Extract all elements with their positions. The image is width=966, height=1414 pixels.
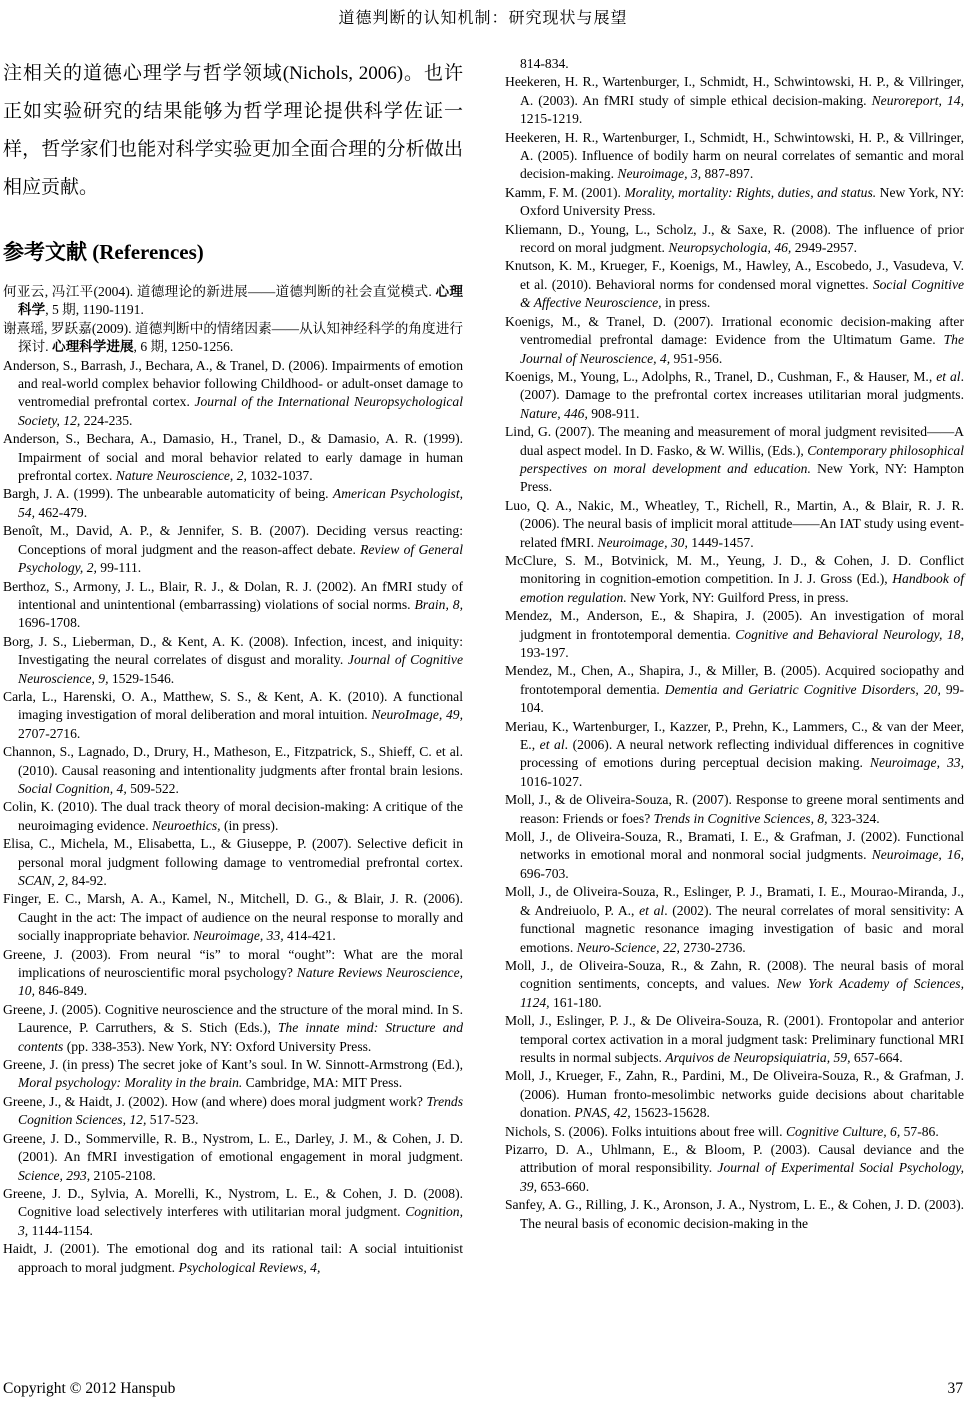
running-head-title: 道德判断的认知机制：研究现状与展望 <box>338 10 628 27</box>
reference-entry: Kliemann, D., Young, L., Scholz, J., & Saxe, R. (2008). The influence of prior record on moral judgment. Neuropsychologia, 46, 2949-2957. <box>505 221 964 256</box>
reference-entry: Heekeren, H. R., Wartenburger, I., Schmidt, H., Schwintowski, H. P., & Villringer, A. (2005). Influence of bodily harm on neural correlates of semantic and moral decision-making. Neuroimage, 3, 887-897. <box>505 129 964 182</box>
reference-entry: Moll, J., de Oliveira-Souza, R., Eslinger, P. J., Bramati, I. E., Mourao-Miranda, J., & Andreiuolo, P. A., et al. (2002). The neural correlates of moral sensitivity: A functional magnetic resonance imaging investigation of basic and moral emotions. Neuro-Science, 22, 2730-2736. <box>505 884 965 955</box>
reference-entry: Anderson, S., Barrash, J., Bechara, A., & Tranel, D. (2006). Impairments of emotion and real-world complex behavior following Childhood- or adult-onset damage to ventromedial prefrontal cortex. Journal of the International Neuropsychological Society, 12, 224-235. <box>3 357 463 428</box>
reference-entry: McClure, S. M., Botvinick, M. M., Yeung, J. D., & Cohen, J. D. Conflict monitoring in cognition-emotion competition. In J. J. Gross (Ed.), Handbook of emotion regulation. New York, NY: Guilford Press, in press. <box>505 552 964 605</box>
reference-entry: Greene, J. D., Sommerville, R. B., Nystrom, L. E., Darley, J. M., & Cohen, J. D. (2001). An fMRI investigation of emotional engagement in moral judgment. Science, 293, 2105-2108. <box>3 1130 463 1183</box>
reference-entry: Moll, J., de Oliveira-Souza, R., Bramati, I. E., & Grafman, J. (2002). Functional networks in emotional moral and nonmoral social judgments. Neuroimage, 16, 696-703. <box>505 829 964 881</box>
reference-entry: Lind, G. (2007). The meaning and measurement of moral judgment revisited——A dual aspect model. In D. Fasko, & W. Willis, (Eds.), Contemporary philosophical perspectives on moral development and education. New York, NY: Hampton Press. <box>505 424 965 495</box>
reference-entry: 何亚云, 冯江平(2004). 道德理论的新进展——道德判断的社会直觉模式. 心理科学, 5 期, 1190-1191. <box>3 284 463 318</box>
references-heading: 参考文献 (References) <box>3 240 204 264</box>
reference-entry: Kamm, F. M. (2001). Morality, mortality: Rights, duties, and status. New York, NY: Oxford University Press. <box>505 184 964 219</box>
reference-entry: Greene, J., & Haidt, J. (2002). How (and where) does moral judgment work? Trends Cognition Sciences, 12, 517-523. <box>3 1093 463 1128</box>
reference-entry: Bargh, J. A. (1999). The unbearable automaticity of being. American Psychologist, 54, 462-479. <box>3 486 463 520</box>
reference-entry: Sanfey, A. G., Rilling, J. K., Aronson, J. A., Nystrom, L. E., & Cohen, J. D. (2003). The neural basis of economic decision-making in the <box>505 1197 964 1231</box>
reference-entry: Carla, L., Harenski, O. A., Matthew, S. S., & Kent, A. K. (2010). A functional imaging investigation of moral deliberation and moral intuition. NeuroImage, 49, 2707-2716. <box>3 688 463 741</box>
reference-entry: Meriau, K., Wartenburger, I., Kazzer, P., Prehn, K., Lammers, C., & van der Meer, E., et al. (2006). A neural network reflecting individual differences in cognitive processing of emotions during perceptual decision making. Neuroimage, 33, 1016-1027. <box>505 718 964 789</box>
reference-entry: Moll, J., de Oliveira-Souza, R., & Zahn, R. (2008). The neural basis of moral cognition sentiments, concepts, and values. New York Academy of Sciences, 1124, 161-180. <box>505 957 964 1010</box>
right-column <box>505 55 964 1233</box>
footer-copyright: Copyright © 2012 Hanspub <box>3 1380 176 1397</box>
references-right-column <box>505 55 964 1233</box>
left-column <box>3 55 463 1277</box>
reference-entry: Finger, E. C., Marsh, A. A., Kamel, N., Mitchell, D. G., & Blair, J. R. (2006). Caught in the act: The impact of audience on the neural response to morally and socially inappropriate behavior. Neuroimage, 33, 414-421. <box>3 891 463 944</box>
reference-entry: Channon, S., Lagnado, D., Drury, H., Matheson, E., Fitzpatrick, S., Shieff, C. et al. (2010). Causal reasoning and intentionality judgments after frontal brain lesions. Social Cognition, 4, 509-522. <box>3 744 463 796</box>
reference-entry: Mendez, M., Anderson, E., & Shapira, J. (2005). An investigation of moral judgment in frontotemporal dementia. Cognitive and Behavioral Neurology, 18, 193-197. <box>505 608 964 660</box>
reference-entry: Haidt, J. (2001). The emotional dog and its rational tail: A social intuitionist approach to moral judgment. Psychological Reviews, 4, <box>3 1241 463 1275</box>
reference-entry: Greene, J. D., Sylvia, A. Morelli, K., Nystrom, L. E., & Cohen, J. D. (2008). Cognitive load selectively interferes with utilitarian moral judgment. Cognition, 3, 1144-1154. <box>3 1185 463 1238</box>
reference-entry: Greene, J. (2003). From neural “is” to moral “ought”: What are the moral implications of neuroscientific moral psychology? Nature Reviews Neuroscience, 10, 846-849. <box>3 946 464 999</box>
reference-entry: Colin, K. (2010). The dual track theory of moral decision-making: A critique of the neuroimaging evidence. Neuroethics, (in press). <box>3 799 463 833</box>
references-left-column <box>3 283 463 1277</box>
page-number: 37 <box>947 1380 963 1397</box>
reference-entry: Moll, J., Krueger, F., Zahn, R., Pardini, M., De Oliveira-Souza, R., & Grafman, J. (2006). Human fronto-mesolimbic networks guide decisions about charitable donation. PNAS, 42, 15623-15628. <box>505 1068 964 1121</box>
reference-entry: Heekeren, H. R., Wartenburger, I., Schmidt, H., Schwintowski, H. P., & Villringer, A. (2003). An fMRI study of simple ethical decision-making. Neuroreport, 14, 1215-1219. <box>505 74 964 127</box>
reference-entry: Berthoz, S., Armony, J. L., Blair, R. J., & Dolan, R. J. (2002). An fMRI study of intentional and unintentional (embarrassing) violations of social norms. Brain, 8, 1696-1708. <box>3 578 463 631</box>
reference-entry: Mendez, M., Chen, A., Shapira, J., & Miller, B. (2005). Acquired sociopathy and frontotemporal dementia. Dementia and Geriatric Cognitive Disorders, 20, 99-104. <box>505 663 964 716</box>
reference-entry: Benoît, M., David, A. P., & Jennifer, S. B. (2007). Deciding versus reacting: Conceptions of moral judgment and the reason-affect debate. Review of General Psychology, 2, 99-111. <box>3 523 463 576</box>
reference-entry: 814-834. <box>520 56 569 71</box>
reference-entry: Luo, Q. A., Nakic, M., Wheatley, T., Richell, R., Martin, A., & Blair, R. J. R. (2006). The neural basis of implicit moral attitude——An IAT study using event-related fMRI. Neuroimage, 30, 1449-1457. <box>505 497 964 550</box>
reference-entry: Nichols, S. (2006). Folks intuitions about free will. Cognitive Culture, 6, 57-86. <box>505 1123 939 1139</box>
reference-entry: Elisa, C., Michela, M., Elisabetta, L., & Giuseppe, P. (2007). Selective deficit in personal moral judgment following damage to ventromedial prefrontal cortex. SCAN, 2, 84-92. <box>3 836 463 888</box>
intro-paragraph: 注相关的道德心理学与哲学领域(Nichols, 2006)。也许正如实验研究的结果能够为哲学理论提供科学佐证一样，哲学家们也能对科学实验更加全面合理的分析做出相应贡献。 <box>3 63 463 198</box>
reference-entry: Greene, J. (2005). Cognitive neuroscience and the structure of the moral mind. In S. Laurence, P. Carruthers, & S. Stich (Eds.), The innate mind: Structure and contents (pp. 338-353). New York, NY: Oxford University Press. <box>3 1001 463 1054</box>
page-footer <box>3 1380 963 1398</box>
reference-entry: 谢熹瑶, 罗跃嘉(2009). 道德判断中的情绪因素——从认知神经科学的角度进行探讨. 心理科学进展, 6 期, 1250-1256. <box>3 320 463 355</box>
reference-entry: Moll, J., & de Oliveira-Souza, R. (2007). Response to greene moral sentiments and reason: Friends or foes? Trends in Cognitive Sciences, 8, 323-324. <box>505 792 964 826</box>
reference-entry: Koenigs, M., Young, L., Adolphs, R., Tranel, D., Cushman, F., & Hauser, M., et al. (2007). Damage to the prefrontal cortex increases utilitarian moral judgments. Nature, 446, 908-911. <box>505 368 964 421</box>
reference-entry: Greene, J. (in press) The secret joke of Kant’s soul. In W. Sinnott-Armstrong (Ed.), Moral psychology: Morality in the brain. Cambridge, MA: MIT Press. <box>3 1057 463 1091</box>
reference-entry: Pizarro, D. A., Uhlmann, E., & Bloom, P. (2003). Causal deviance and the attribution of moral responsibility. Journal of Experimental Social Psychology, 39, 653-660. <box>505 1141 964 1194</box>
reference-entry: Moll, J., Eslinger, P. J., & De Oliveira-Souza, R. (2001). Frontopolar and anterior temporal cortex activation in a moral judgment task: Preliminary functional MRI results in normal subjects. Arquivos de Neuropsiquiatria, 59, 657-664. <box>505 1013 964 1065</box>
reference-entry: Anderson, S., Bechara, A., Damasio, H., Tranel, D., & Damasio, A. R. (1999). Impairment of social and moral behavior related to early damage in human prefrontal cortex. Nature Neuroscience, 2, 1032-1037. <box>3 431 463 484</box>
reference-entry: Koenigs, M., & Tranel, D. (2007). Irrational economic decision-making after ventromedial prefrontal damage: Evidence from the Ultimatum Game. The Journal of Neuroscience, 4, 951-956. <box>505 313 964 366</box>
reference-entry: Knutson, K. M., Krueger, F., Koenigs, M., Hawley, A., Escobedo, J., Vasudeva, V. et al. (2010). Behavioral norms for condensed moral vignettes. Social Cognitive & Affective Neuroscience, in press. <box>505 258 965 311</box>
reference-entry: Borg, J. S., Lieberman, D., & Kent, A. K. (2008). Infection, incest, and iniquity: Investigating the neural correlates of disgust and morality. Journal of Cognitive Neuroscience, 9, 1529-1546. <box>3 633 463 686</box>
